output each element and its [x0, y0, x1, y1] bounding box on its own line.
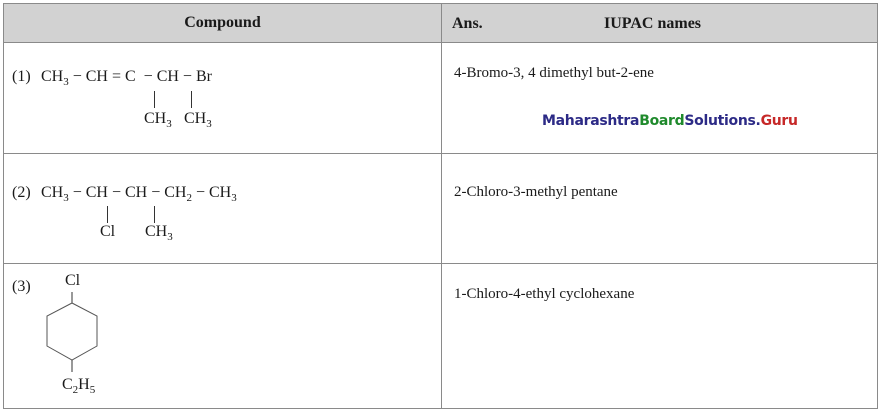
bond-line	[154, 206, 155, 223]
table-row	[4, 43, 878, 154]
substituent: $CH_3$	[145, 223, 173, 244]
header-ans-label: Ans.	[452, 15, 483, 32]
answer-cell-2	[442, 154, 878, 264]
substituent: Cl	[65, 272, 81, 289]
compound-cell-2	[4, 154, 442, 264]
watermark-logo	[542, 113, 798, 129]
substituent: $CH_3$	[144, 110, 172, 131]
answer-cell-3	[442, 264, 878, 409]
answer-cell-1	[442, 43, 878, 154]
compound-table	[3, 3, 878, 409]
header-iupac-label: IUPAC names	[604, 15, 702, 32]
row-number: (1)	[12, 68, 31, 85]
compound-cell-3	[4, 264, 442, 409]
table-row	[4, 154, 878, 264]
header-answer	[442, 4, 878, 43]
substituent: $C_2H_5$	[62, 376, 96, 397]
iupac-name: 2-Chloro-3-methyl pentane	[454, 184, 618, 200]
table-row	[4, 264, 878, 409]
substituent: Cl	[100, 223, 116, 240]
row-number: (3)	[12, 278, 31, 295]
row-number: (2)	[12, 184, 31, 201]
iupac-name: 1-Chloro-4-ethyl cyclohexane	[454, 286, 635, 302]
watermark-part: Guru	[760, 113, 798, 129]
bond-line	[191, 91, 192, 108]
watermark-part: Board	[639, 113, 685, 129]
iupac-name: 4-Bromo-3, 4 dimethyl but-2-ene	[454, 65, 654, 81]
hexagon-ring	[47, 303, 97, 360]
header-compound	[4, 4, 442, 43]
bond-line	[154, 91, 155, 108]
watermark-part: Maharashtra	[542, 113, 640, 129]
formula-main-chain: $CH_3$ − CH − CH − $CH_2 - CH_3$	[41, 184, 237, 205]
header-compound-label: Compound	[184, 14, 261, 31]
bond-line	[107, 206, 108, 223]
watermark-part: Solutions.	[684, 113, 761, 129]
formula-main-chain: $CH_3$ − CH = C − CH − Br	[41, 68, 212, 89]
substituent: $CH_3$	[184, 110, 212, 131]
compound-cell-1	[4, 43, 442, 154]
